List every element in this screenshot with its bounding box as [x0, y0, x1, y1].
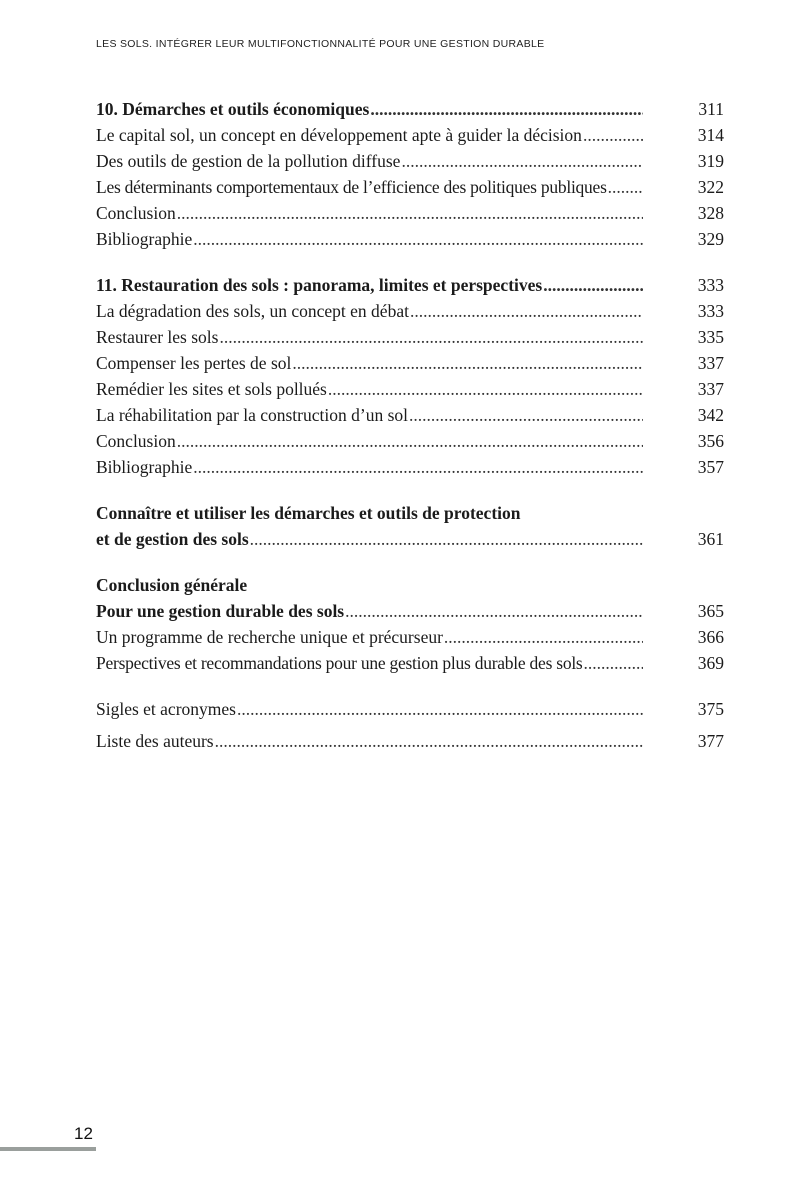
toc-title: Liste des auteurs	[96, 731, 214, 751]
toc-page: 337	[697, 379, 724, 399]
toc-sigles	[96, 696, 724, 722]
toc-title: Conclusion	[96, 431, 176, 451]
toc-page: 366	[697, 627, 724, 647]
toc-entry	[96, 122, 724, 148]
toc-entry	[96, 324, 724, 350]
dot-leader	[370, 96, 643, 122]
toc-entry	[96, 200, 724, 226]
toc-page: 314	[697, 125, 724, 145]
dot-leader	[410, 298, 643, 324]
toc-page: 361	[697, 529, 724, 549]
toc-title: et de gestion des sols	[96, 529, 249, 549]
toc-page: 375	[697, 699, 724, 719]
toc-page: 365	[697, 601, 724, 621]
spacer	[96, 676, 724, 696]
toc-page: 335	[697, 327, 724, 347]
toc-page: 311	[698, 99, 724, 119]
toc-entry	[96, 454, 724, 480]
toc-page: 322	[697, 177, 724, 197]
dot-leader	[237, 696, 643, 722]
toc-general	[96, 598, 724, 624]
toc-page: 319	[697, 151, 724, 171]
toc-page: 333	[697, 275, 724, 295]
toc-title: 11. Restauration des sols : panorama, limites et perspectives	[96, 275, 543, 295]
dot-leader	[543, 272, 643, 298]
toc-entry	[96, 428, 724, 454]
toc-title: Connaître et utiliser les démarches et outils de protection	[96, 503, 521, 523]
toc-part-heading	[96, 500, 724, 526]
toc-page: 342	[697, 405, 724, 425]
toc-entry	[96, 148, 724, 174]
toc-title: Restaurer les sols	[96, 327, 219, 347]
spacer	[96, 480, 724, 500]
toc-chapter-10	[96, 96, 724, 122]
dot-leader	[401, 148, 643, 174]
toc-title: Des outils de gestion de la pollution diffuse	[96, 151, 401, 171]
dot-leader	[292, 350, 643, 376]
dot-leader	[215, 728, 643, 754]
toc-title: Conclusion générale	[96, 575, 248, 595]
table-of-contents	[96, 96, 724, 754]
toc-entry	[96, 624, 724, 650]
page-number: 12	[74, 1124, 93, 1143]
toc-page: 357	[697, 457, 724, 477]
toc-title: Un programme de recherche unique et précurseur	[96, 627, 443, 647]
toc-title: La dégradation des sols, un concept en débat	[96, 301, 409, 321]
toc-title: Le capital sol, un concept en développement apte à guider la décision	[96, 125, 582, 145]
dot-leader	[608, 174, 643, 200]
toc-general-heading	[96, 572, 724, 598]
toc-entry	[96, 402, 724, 428]
toc-title: Perspectives et recommandations pour une gestion plus durable des sols	[96, 653, 583, 673]
dot-leader	[345, 598, 643, 624]
toc-title: Bibliographie	[96, 457, 193, 477]
toc-page: 328	[697, 203, 724, 223]
dot-leader	[193, 454, 643, 480]
toc-entry	[96, 350, 724, 376]
spacer	[96, 552, 724, 572]
dot-leader	[250, 526, 643, 552]
toc-entry	[96, 650, 724, 676]
dot-leader	[584, 650, 644, 676]
toc-entry	[96, 174, 724, 200]
toc-title: Conclusion	[96, 203, 176, 223]
toc-title: La réhabilitation par la construction d’un sol	[96, 405, 408, 425]
dot-leader	[409, 402, 643, 428]
spacer	[96, 252, 724, 272]
toc-title: Sigles et acronymes	[96, 699, 236, 719]
toc-page: 377	[697, 731, 724, 751]
dot-leader	[328, 376, 643, 402]
toc-title: Les déterminants comportementaux de l’efficience des politiques publiques	[96, 177, 607, 197]
toc-page: 333	[697, 301, 724, 321]
toc-chapter-11	[96, 272, 724, 298]
toc-page: 369	[697, 653, 724, 673]
toc-entry	[96, 376, 724, 402]
toc-entry	[96, 226, 724, 252]
dot-leader	[177, 200, 643, 226]
dot-leader	[177, 428, 643, 454]
running-head: LES SOLS. INTÉGRER LEUR MULTIFONCTIONNALITÉ POUR UNE GESTION DURABLE	[96, 38, 545, 50]
toc-title: Compenser les pertes de sol	[96, 353, 292, 373]
toc-authors	[96, 728, 724, 754]
folio-bar	[0, 1147, 96, 1151]
toc-title: Remédier les sites et sols pollués	[96, 379, 327, 399]
toc-title: Bibliographie	[96, 229, 193, 249]
toc-page: 356	[697, 431, 724, 451]
dot-leader	[193, 226, 643, 252]
dot-leader	[583, 122, 643, 148]
toc-entry	[96, 298, 724, 324]
toc-part	[96, 526, 724, 552]
toc-title: 10. Démarches et outils économiques	[96, 99, 370, 119]
toc-page: 337	[697, 353, 724, 373]
toc-title: Pour une gestion durable des sols	[96, 601, 345, 621]
dot-leader	[219, 324, 643, 350]
dot-leader	[444, 624, 643, 650]
toc-page: 329	[697, 229, 724, 249]
